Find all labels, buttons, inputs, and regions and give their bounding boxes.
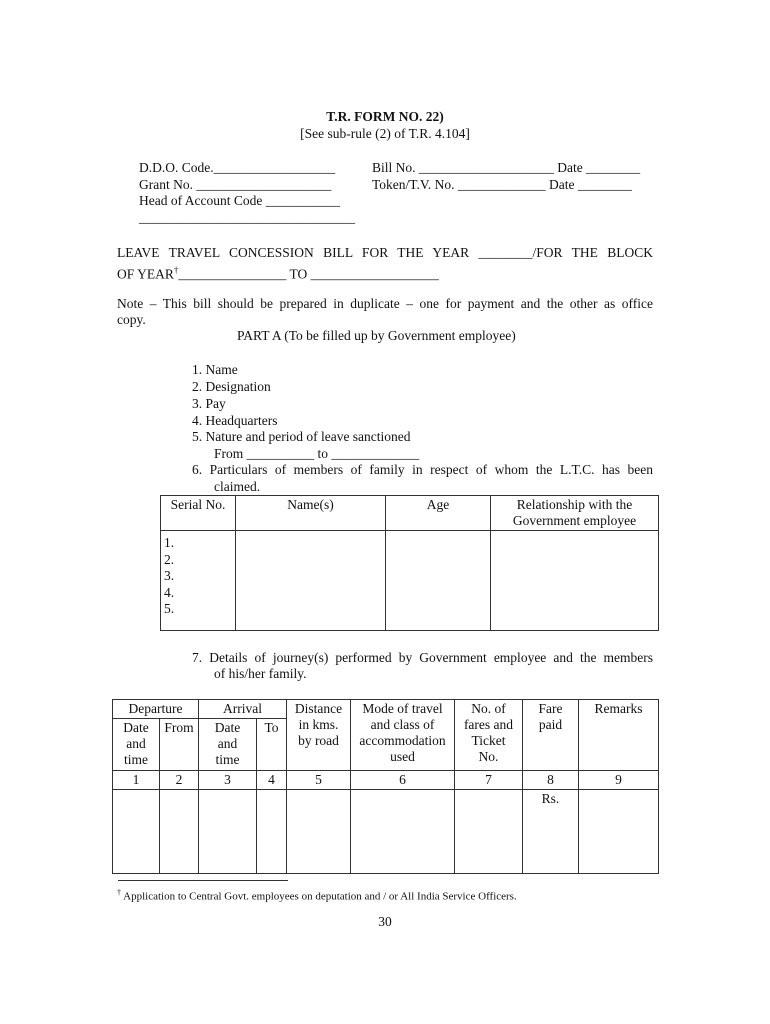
names-cell: [236, 531, 386, 631]
arr-and-label: and: [217, 736, 238, 751]
relationship-line2: Government employee: [512, 513, 637, 528]
blank-line: ________________________________: [139, 210, 355, 225]
dep-time-label: time: [124, 752, 148, 767]
bill-no-field: Bill No. ____________________ Date ________: [372, 160, 641, 175]
col-number-8: 8: [523, 771, 579, 790]
mode-line3: accommodation: [359, 733, 446, 748]
note-line2: copy.: [117, 312, 146, 327]
col-number-3: 3: [199, 771, 257, 790]
col-number-7: 7: [455, 771, 523, 790]
header-remarks: Remarks: [579, 700, 659, 771]
family-table-body: [161, 531, 659, 631]
col-number-6: 6: [351, 771, 455, 790]
header-departure: Departure: [113, 700, 199, 719]
fare-paid-line2: paid: [538, 717, 563, 732]
departure-from: From: [160, 719, 199, 771]
mode-line4: used: [390, 749, 415, 764]
distance-line2: in kms.: [298, 717, 339, 732]
mode-line2: and class of: [370, 717, 435, 732]
relationship-line1: Relationship with the: [516, 497, 633, 512]
item-name: 1. Name: [192, 362, 238, 377]
item-leave: 5. Nature and period of leave sanctioned: [192, 429, 411, 444]
header-relationship: [491, 496, 659, 531]
item-journey-line2: of his/her family.: [214, 666, 307, 681]
journey-column-numbers: [113, 771, 659, 790]
serial-3: 3.: [164, 568, 175, 583]
token-no-field: Token/T.V. No. _____________ Date ________: [372, 177, 632, 192]
arr-time-label: time: [215, 752, 240, 767]
fares-line2: fares and: [463, 717, 514, 732]
col-number-5: 5: [287, 771, 351, 790]
body-cell-4: [257, 790, 287, 874]
header-fare-paid: [523, 700, 579, 771]
body-cell-7: [455, 790, 523, 874]
family-table-header: [161, 496, 659, 531]
bill-title-line2: [117, 262, 439, 283]
body-cell-3: [199, 790, 257, 874]
family-table: [160, 495, 659, 631]
footnote-rule: [118, 880, 288, 881]
bill-title-line1: LEAVE TRAVEL CONCESSION BILL FOR THE YEAR ________/FOR THE BLOCK: [117, 245, 653, 260]
form-subtitle: [See sub-rule (2) of T.R. 4.104]: [300, 126, 470, 141]
header-distance: [287, 700, 351, 771]
relationship-cell: [491, 531, 659, 631]
bill-title-prefix: OF YEAR: [117, 266, 174, 282]
note-line1: Note – This bill should be prepared in duplicate – one for payment and the other as office: [117, 296, 653, 311]
header-mode: [351, 700, 455, 771]
dagger-mark: †: [173, 265, 179, 275]
item-headquarters: 4. Headquarters: [192, 413, 278, 428]
journey-body-row: [113, 790, 659, 874]
bill-title-suffix: ________________ TO ___________________: [178, 266, 439, 282]
footnote: [117, 886, 517, 904]
serial-2: 2.: [164, 551, 175, 567]
head-of-account-field: Head of Account Code ___________: [139, 193, 340, 208]
dep-date-label: Date: [123, 720, 149, 735]
body-cell-9: [579, 790, 659, 874]
fare-paid-line1: Fare: [538, 701, 563, 716]
serial-cell: [161, 531, 236, 631]
part-a-heading: PART A (To be filled up by Government employee): [237, 328, 516, 343]
header-fares: [455, 700, 523, 771]
arrival-to: To: [257, 719, 287, 771]
header-names: Name(s): [236, 496, 386, 531]
serial-1: 1.: [164, 535, 175, 550]
dep-and-label: and: [126, 736, 146, 751]
age-cell: [386, 531, 491, 631]
col-number-1: 1: [113, 771, 160, 790]
arr-date-label: Date: [214, 720, 241, 735]
body-cell-2: [160, 790, 199, 874]
departure-date-time: [113, 719, 160, 771]
header-arrival: Arrival: [199, 700, 287, 719]
footnote-text: Application to Central Govt. employees on deputation and / or All India Service Officers.: [123, 890, 517, 903]
body-cell-8: Rs.: [523, 790, 579, 874]
arrival-date-time: [199, 719, 257, 771]
item-family-line2: claimed.: [214, 479, 261, 494]
body-cell-1: [113, 790, 160, 874]
fares-line3: Ticket: [471, 733, 506, 748]
item-leave-period: From __________ to _____________: [214, 446, 420, 461]
body-cell-5: [287, 790, 351, 874]
item-pay: 3. Pay: [192, 396, 226, 411]
item-designation: 2. Designation: [192, 379, 271, 394]
distance-line1: Distance: [294, 701, 343, 716]
col-number-9: 9: [579, 771, 659, 790]
form-title: T.R. FORM NO. 22): [326, 109, 444, 124]
serial-4: 4.: [164, 584, 175, 600]
footnote-dagger: †: [117, 888, 121, 897]
ddo-code-field: D.D.O. Code.__________________: [139, 160, 336, 175]
mode-line1: Mode of travel: [362, 701, 443, 716]
item-journey-line1: 7. Details of journey(s) performed by Government employee and the members: [192, 650, 653, 665]
col-number-4: 4: [257, 771, 287, 790]
serial-5: 5.: [164, 601, 175, 616]
fares-line4: No.: [478, 749, 499, 764]
header-serial: Serial No.: [161, 496, 236, 531]
fares-line1: No. of: [471, 701, 506, 716]
grant-no-field: Grant No. ____________________: [139, 177, 332, 192]
item-family-line1: 6. Particulars of members of family in respect of whom the L.T.C. has been: [192, 462, 653, 477]
journey-table: [112, 699, 659, 874]
header-age: Age: [386, 496, 491, 531]
journey-header-row1: [113, 700, 659, 719]
page-number: 30: [378, 914, 392, 929]
body-cell-6: [351, 790, 455, 874]
distance-line3: by road: [298, 733, 339, 748]
col-number-2: 2: [160, 771, 199, 790]
